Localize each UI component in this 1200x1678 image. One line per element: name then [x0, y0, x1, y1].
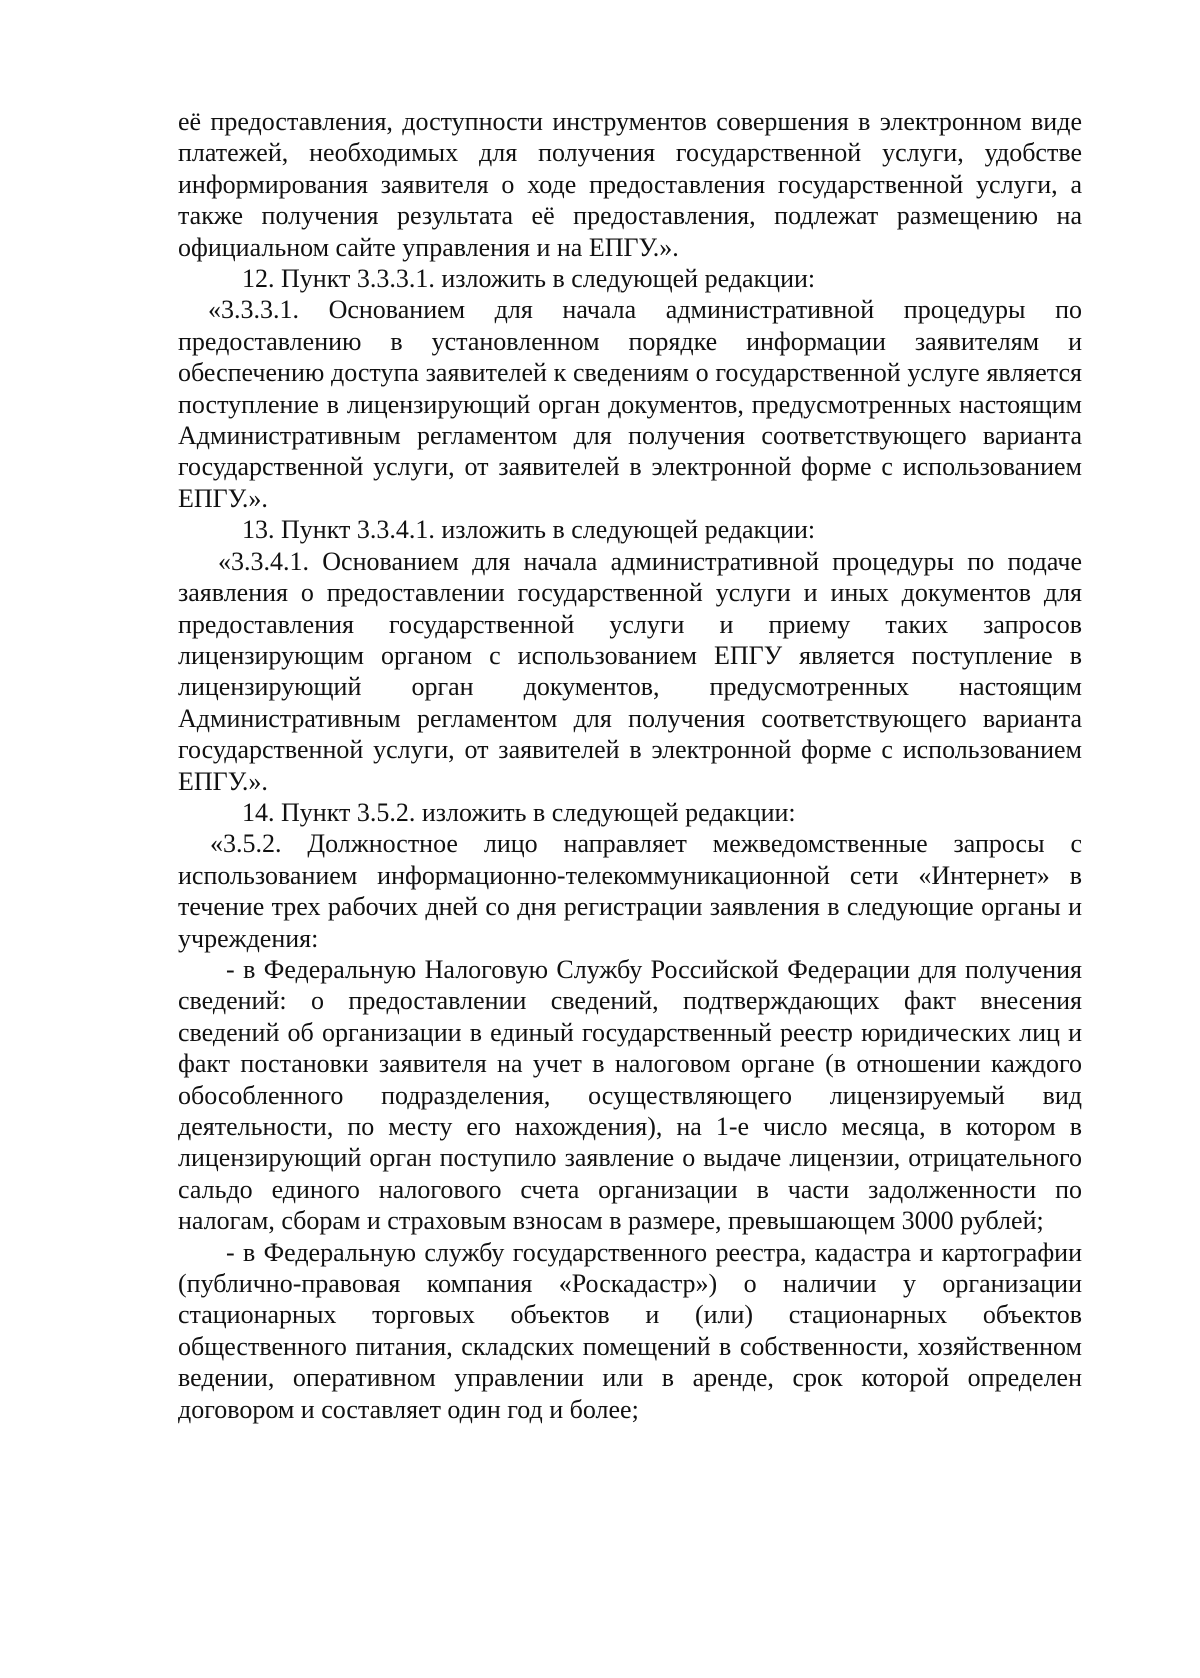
paragraph-quote-3-3-4-1: «3.3.4.1. Основанием для начала административной процедуры по подаче заявления о предоставлении государственной услуги и иных документов для предоставления государственной услуги и приему таких запросов лицензирующим органом с использованием ЕПГУ является поступление в лицензирующий орган документов, предусмотренных настоящим Административным регламентом для получения соответствующего варианта государственной услуги, от заявителей в электронной форме с использованием ЕПГУ.». [178, 546, 1082, 796]
document-body [178, 106, 1082, 1425]
paragraph-item-13: 13. Пункт 3.3.4.1. изложить в следующей редакции: [242, 515, 816, 545]
list-item-fns: - в Федеральную Налоговую Службу Российской Федерации для получения сведений: о предоставлении сведений, подтверждающих факт внесения сведений об организации в единый государственный реестр юридических лиц и факт постановки заявителя на учет в налоговом органе (в отношении каждого обособленного подразделения, осуществляющего лицензируемый вид деятельности, по месту его нахождения), на 1-е число месяца, в котором в лицензирующий орган поступило заявление о выдаче лицензии, отрицательного сальдо единого налогового счета организации в части задолженности по налогам, сборам и страховым взносам в размере, превышающем 3000 рублей; [178, 954, 1082, 1236]
paragraph-continuation: её предоставления, доступности инструментов совершения в электронном виде платежей, необходимых для получения государственной услуги, удобстве информирования заявителя о ходе предоставления государственной услуги, а также получения результата её предоставления, подлежат размещению на официальном сайте управления и на ЕПГУ.». [178, 107, 1082, 262]
list-item-rosreestr: - в Федеральную службу государственного реестра, кадастра и картографии (публично-правовая компания «Роскадастр») о наличии у организации стационарных торговых объектов и (или) стационарных объектов общественного питания, складских помещений в собственности, хозяйственном ведении, оперативном управлении или в аренде, срок которой определен договором и составляет один год и более; [178, 1237, 1082, 1424]
paragraph-quote-3-3-3-1: «3.3.3.1. Основанием для начала административной процедуры по предоставлению в установленном порядке информации заявителям и обеспечению доступа заявителей к сведениям о государственной услуге является поступление в лицензирующий орган документов, предусмотренных настоящим Административным регламентом для получения соответствующего варианта государственной услуги, от заявителей в электронной форме с использованием ЕПГУ.». [178, 295, 1082, 513]
paragraph-quote-3-5-2: «3.5.2. Должностное лицо направляет межведомственные запросы с использованием информационно-телекоммуникационной сети «Интернет» в течение трех рабочих дней со дня регистрации заявления в следующие органы и учреждения: [178, 829, 1082, 953]
paragraph-item-12: 12. Пункт 3.3.3.1. изложить в следующей редакции: [242, 264, 816, 294]
paragraph-item-14: 14. Пункт 3.5.2. изложить в следующей редакции: [242, 797, 796, 827]
